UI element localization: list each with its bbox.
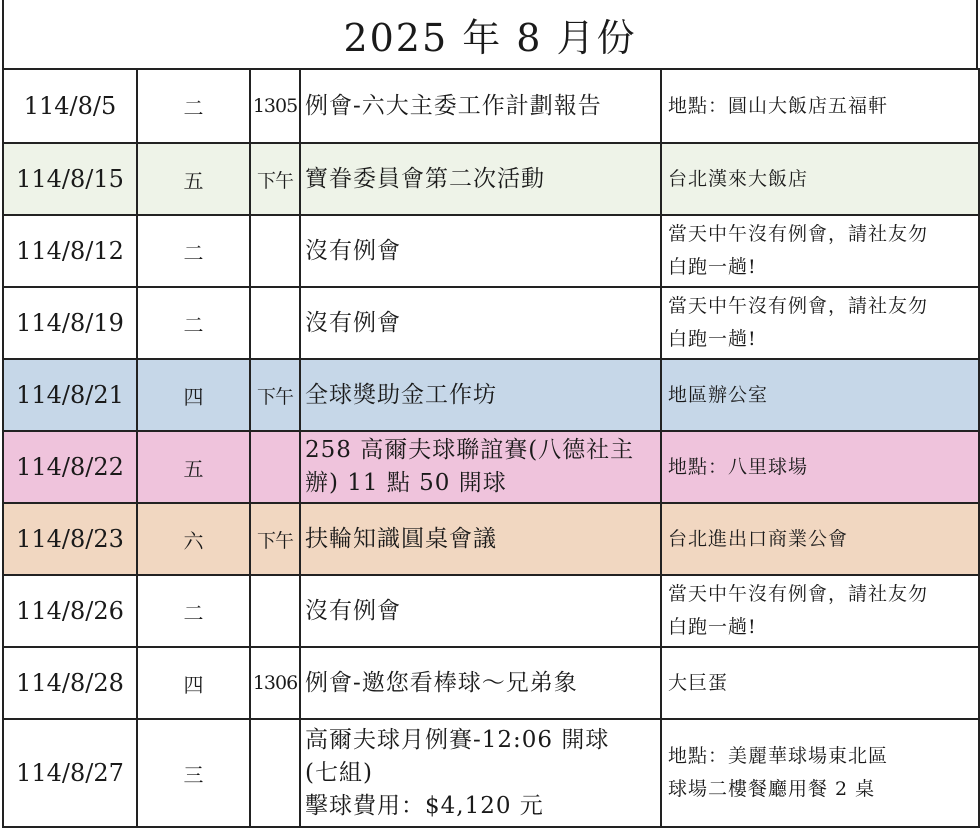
event-line: 沒有例會	[305, 237, 401, 264]
event-cell	[300, 503, 661, 575]
location-cell	[661, 143, 979, 215]
location-line: 球場二樓餐廳用餐 2 桌	[668, 778, 876, 800]
page-title: 2025 年 8 月份	[2, 0, 978, 69]
schedule-table	[2, 68, 980, 828]
meeting-number-cell	[250, 719, 300, 827]
table-row	[3, 143, 979, 215]
event-line: 例會-邀您看棒球～兄弟象	[305, 669, 578, 696]
location-line: 大巨蛋	[668, 671, 729, 694]
location-cell	[661, 719, 979, 827]
location-cell	[661, 69, 979, 143]
table-row	[3, 431, 979, 503]
meeting-number-cell	[250, 431, 300, 503]
weekday-cell: 二	[137, 69, 250, 143]
table-row	[3, 287, 979, 359]
location-line: 白跑一趟!	[668, 616, 757, 638]
date-cell: 114/8/5	[3, 69, 137, 143]
event-cell	[300, 215, 661, 287]
location-cell	[661, 287, 979, 359]
date-cell: 114/8/22	[3, 431, 137, 503]
event-cell	[300, 647, 661, 719]
location-line: 白跑一趟!	[668, 328, 757, 350]
event-cell	[300, 575, 661, 647]
table-row	[3, 503, 979, 575]
event-line: 沒有例會	[305, 309, 401, 336]
weekday-cell: 六	[137, 503, 250, 575]
event-line: 沒有例會	[305, 597, 401, 624]
meeting-number-cell: 1305	[250, 69, 300, 143]
event-line: (七組)	[305, 759, 373, 786]
location-line: 地點：美麗華球場東北區	[668, 745, 889, 767]
event-cell	[300, 719, 661, 827]
meeting-number-cell: 1306	[250, 647, 300, 719]
location-line: 當天中午沒有例會，請社友勿	[668, 583, 929, 605]
event-cell	[300, 359, 661, 431]
location-line: 地點：八里球場	[668, 455, 809, 478]
event-line: 高爾夫球月例賽-12:06 開球	[305, 726, 610, 753]
date-cell: 114/8/19	[3, 287, 137, 359]
meeting-number-cell	[250, 575, 300, 647]
date-cell: 114/8/12	[3, 215, 137, 287]
location-line: 台北漢來大飯店	[668, 167, 809, 190]
location-line: 台北進出口商業公會	[668, 527, 849, 550]
location-line: 地區辦公室	[668, 383, 769, 406]
event-line: 扶輪知識圓桌會議	[305, 525, 497, 552]
weekday-cell: 五	[137, 431, 250, 503]
event-cell	[300, 287, 661, 359]
table-row	[3, 719, 979, 827]
time-cell: 下午	[250, 143, 300, 215]
event-line: 例會-六大主委工作計劃報告	[305, 92, 602, 119]
date-cell: 114/8/27	[3, 719, 137, 827]
date-cell: 114/8/15	[3, 143, 137, 215]
time-cell: 下午	[250, 359, 300, 431]
weekday-cell: 四	[137, 647, 250, 719]
table-row	[3, 359, 979, 431]
date-cell: 114/8/21	[3, 359, 137, 431]
table-row	[3, 647, 979, 719]
event-cell	[300, 143, 661, 215]
location-line: 白跑一趟!	[668, 256, 757, 278]
event-cell	[300, 69, 661, 143]
date-cell: 114/8/26	[3, 575, 137, 647]
table-row	[3, 575, 979, 647]
weekday-cell: 二	[137, 215, 250, 287]
weekday-cell: 四	[137, 359, 250, 431]
location-line: 地點：圓山大飯店五福軒	[668, 94, 889, 117]
location-cell	[661, 359, 979, 431]
location-line: 當天中午沒有例會，請社友勿	[668, 295, 929, 317]
event-line: 全球獎助金工作坊	[305, 381, 497, 408]
table-row	[3, 215, 979, 287]
weekday-cell: 二	[137, 287, 250, 359]
location-cell	[661, 215, 979, 287]
event-line: 擊球費用：$4,120 元	[305, 792, 544, 819]
event-cell	[300, 431, 661, 503]
time-cell: 下午	[250, 503, 300, 575]
weekday-cell: 三	[137, 719, 250, 827]
date-cell: 114/8/28	[3, 647, 137, 719]
location-cell	[661, 503, 979, 575]
weekday-cell: 二	[137, 575, 250, 647]
location-line: 當天中午沒有例會，請社友勿	[668, 223, 929, 245]
event-line: 258 高爾夫球聯誼賽(八德社主	[305, 437, 635, 463]
meeting-number-cell	[250, 215, 300, 287]
weekday-cell: 五	[137, 143, 250, 215]
location-cell	[661, 575, 979, 647]
event-line: 寶眷委員會第二次活動	[305, 165, 545, 192]
meeting-number-cell	[250, 287, 300, 359]
location-cell	[661, 647, 979, 719]
location-cell	[661, 431, 979, 503]
event-line: 辦) 11 點 50 開球	[305, 470, 507, 496]
table-row	[3, 69, 979, 143]
date-cell: 114/8/23	[3, 503, 137, 575]
